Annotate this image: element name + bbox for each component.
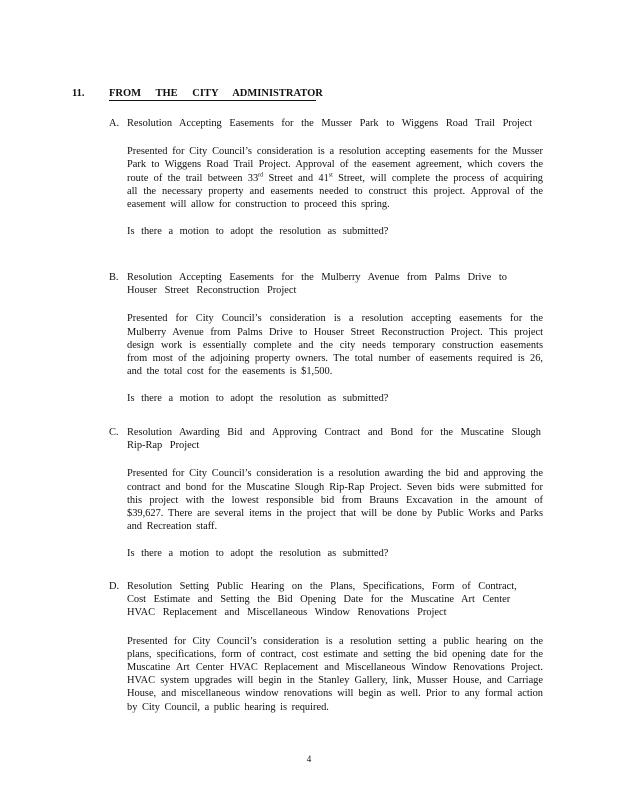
item-heading: Resolution Awarding Bid and Approving Contract and Bond for the Muscatine Slough Rip-Rap Project	[127, 427, 541, 452]
section-number: 11.	[72, 88, 85, 99]
item-question: Is there a motion to adopt the resolution as submitted?	[127, 393, 389, 405]
item-body: Presented for City Council’s consideration is a resolution accepting easements for the Mulberry Avenue from Palms Drive to Houser Street Reconstruction Project. This project design work is essentially complete and the city needs temporary construction easements from most of the adjoining property owners. The total number of easements required is 26, and the total cost for the easements is $1,500.	[127, 313, 543, 378]
item-heading: Resolution Setting Public Hearing on the Plans, Specifications, Form of Contract, Cost Estimate and Setting the Bid Opening Date for the Muscatine Art Center HVAC Replacement and Miscellaneous Window Renovations Project	[127, 581, 517, 619]
item-body: Presented for City Council’s consideration is a resolution accepting easements for the Musser Park to Wiggens Road Trail Project. Approval of the easement agreement, which covers the route of the trail between 33rd Street and 41st Street, will complete the process of acquiring all the necessary property and easements needed to construct this project. Approval of the easement will allow for construction to proceed this spring.	[127, 146, 544, 211]
item-heading: Resolution Accepting Easements for the Mulberry Avenue from Palms Drive to Houser Street Reconstruction Project	[127, 272, 507, 297]
item-body: Presented for City Council’s consideration is a resolution setting a public hearing on the plans, specifications, form of contract, cost estimate and setting the bid opening date for the Muscatine Art Center HVAC Replacement and Miscellaneous Window Renovations Project. HVAC system upgrades will begin in the Stanley Gallery, link, Musser House, and Carriage House, and miscellaneous window renovations will begin as well. Prior to any formal action by City Council, a public hearing is required.	[127, 635, 543, 713]
agenda-item-a	[109, 117, 543, 238]
item-letter: D.	[109, 581, 120, 592]
page-number: 4	[306, 754, 312, 764]
agenda-item-b	[109, 271, 543, 406]
item-question: Is there a motion to adopt the resolution as submitted?	[127, 548, 389, 560]
section-title: FROM THE CITY ADMINISTRATOR	[109, 88, 323, 99]
agenda-item-c	[109, 426, 543, 561]
agenda-item-d	[109, 580, 543, 714]
item-question: Is there a motion to adopt the resolution as submitted?	[127, 226, 389, 238]
item-body: Presented for City Council’s consideration is a resolution awarding the bid and approving the contract and bond for the Muscatine Slough Rip-Rap Project. Seven bids were submitted for this project with the lowest responsible bid from Brauns Excavation in the amount of $39,627. There are several items in the project that will be done by Public Works and Parks and Recreation staff.	[127, 468, 543, 533]
item-letter: B.	[109, 272, 119, 283]
item-letter: C.	[109, 427, 119, 438]
item-heading: Resolution Accepting Easements for the Musser Park to Wiggens Road Trail Project	[127, 118, 533, 129]
item-letter: A.	[109, 118, 120, 129]
